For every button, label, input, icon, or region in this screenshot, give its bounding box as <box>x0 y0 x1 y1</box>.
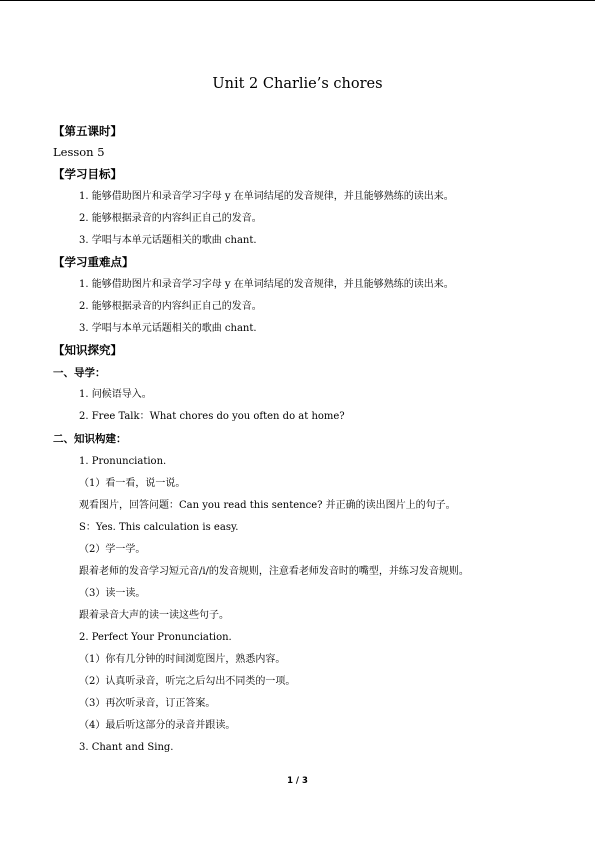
section2-line: （2）认真听录音，听完之后勾出不同类的一项。 <box>79 676 296 687</box>
section2-line: S：Yes. This calculation is easy. <box>79 522 239 533</box>
keypoint-item: 1. 能够借助图片和录音学习字母 y 在单词结尾的发音规律，并且能够熟练的读出来。 <box>79 279 454 290</box>
section2-line: （1）看一看，说一说。 <box>79 478 186 489</box>
keypoint-item: 2. 能够根据录音的内容纠正自己的发音。 <box>79 301 262 312</box>
section2-line: 1. Pronunciation. <box>79 456 167 467</box>
page-number: 1 / 3 <box>287 776 308 786</box>
document-title: Unit 2 Charlie’s chores <box>212 76 383 92</box>
section2-line: 跟着老师的发音学习短元音/i/的发音规则，注意看老师发音时的嘴型，并练习发音规则。 <box>79 566 469 577</box>
top-rule <box>0 0 595 1</box>
section1-item: 1. 问候语导入。 <box>79 389 152 400</box>
section2-line: （4）最后听这部分的录音并跟读。 <box>79 720 236 731</box>
section2-line: （2）学一学。 <box>79 544 146 555</box>
section2-line: 2. Perfect Your Pronunciation. <box>79 632 232 643</box>
section1-item: 2. Free Talk：What chores do you often do at home? <box>79 411 345 422</box>
section2-line: （1）你有几分钟的时间浏览图片，熟悉内容。 <box>79 654 286 665</box>
section2-line: 3. Chant and Sing. <box>79 742 174 753</box>
section2-line: 观看图片，回答问题：Can you read this sentence? 并正确的读出图片上的句子。 <box>79 500 456 511</box>
period-heading: 【第五课时】 <box>53 124 122 138</box>
keypoints-heading: 【学习重难点】 <box>53 255 134 269</box>
objectives-heading: 【学习目标】 <box>53 167 122 181</box>
section2-line: （3）再次听录音，订正答案。 <box>79 698 216 709</box>
lesson-label: Lesson 5 <box>53 145 105 159</box>
explore-heading: 【知识探究】 <box>53 343 122 357</box>
section2-heading: 二、知识构建： <box>53 433 127 445</box>
section2-line: 跟着录音大声的读一读这些句子。 <box>79 610 229 621</box>
objective-item: 2. 能够根据录音的内容纠正自己的发音。 <box>79 213 262 224</box>
keypoint-item: 3. 学唱与本单元话题相关的歌曲 chant. <box>79 323 257 334</box>
objective-item: 1. 能够借助图片和录音学习字母 y 在单词结尾的发音规律，并且能够熟练的读出来。 <box>79 191 454 202</box>
section1-heading: 一、导学： <box>53 367 106 379</box>
section2-line: （3）读一读。 <box>79 588 146 599</box>
objective-item: 3. 学唱与本单元话题相关的歌曲 chant. <box>79 235 257 246</box>
